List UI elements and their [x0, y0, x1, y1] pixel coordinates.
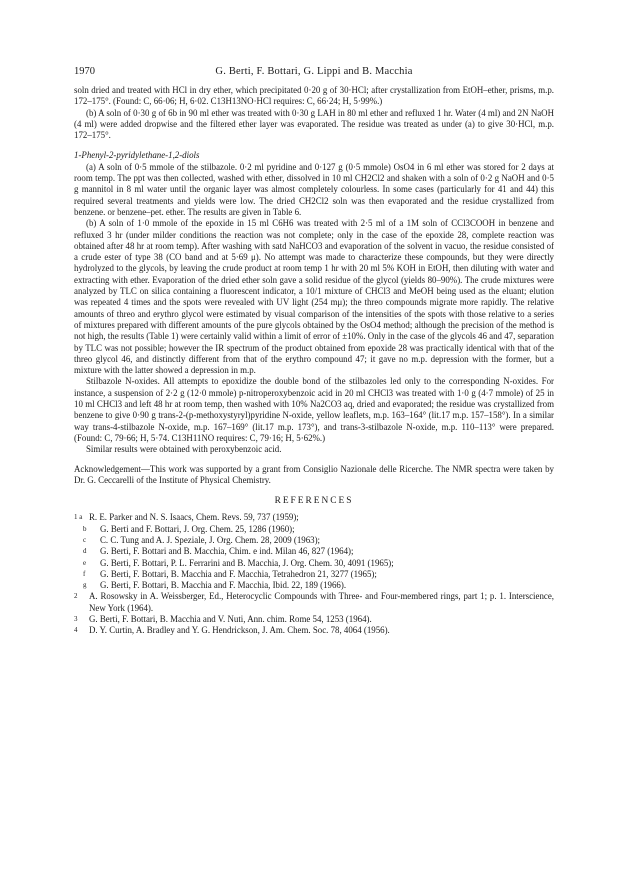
reference-item: f G. Berti, F. Bottari, B. Macchia and F. Macchia, Tetrahedron 21, 3277 (1965); [83, 568, 377, 579]
references-title: REFERENCES [274, 496, 354, 507]
paragraph-stilbazole-n-oxides: Stilbazole N-oxides. All attempts to epoxidize the double bond of the stilbazoles led only to the corresponding N-oxides. For instance, a suspension of 2·2 g (12·0 mmole) p-nitroperoxybenzoic acid in 20 ml CHCl3 was treated with 1·0 g (4·7 mmole) of 25 in 10 ml CHCl3 and left 48 hr at room temp, then washed with 10% Na2CO3 aq, dried and evaporated; the residue was crystallized from benzene to give 0·90 g trans-2-(p-methoxystyryl)pyridine N-oxide, yellow leaflets, m.p. 163–164° (lit.17 m.p. 157–158°). In a similar way trans-4-stilbazole N-oxide, m.p. 167–169° (lit.17 m.p. 173°), and trans-3-stilbazole N-oxide, m.p. 110–113° were prepared. (Found: C, 79·66; H, 5·74. C13H11NO requires: C, 79·16; H, 5·62%.) [74, 376, 554, 443]
reference-item: b G. Berti and F. Bottari, J. Org. Chem. 25, 1286 (1960); [83, 523, 295, 534]
reference-item: 1 a R. E. Parker and N. S. Isaacs, Chem. Revs. 59, 737 (1959); [74, 512, 299, 523]
paragraph-oso4-method: (a) A soln of 0·5 mmole of the stilbazole. 0·2 ml pyridine and 0·127 g (0·5 mmole) OsO4 in 6 ml ether was stored for 2 days at room temp. The ppt was then collected, washed with ether, dissolved in 10 ml CH2Cl2 and shaken with a soln of 0·2 g NaOH and 0·5 g mannitol in 8 ml water until the organic layer was almost completely colourless. In some cases (particularly for 41 and 44) this required several treatments and yields were low. The dried CH2Cl2 soln was then evaporated and the residue crystallized from benzene. or benzene–pet. ether. The results are given in Table 6. [74, 161, 554, 217]
paragraph-lah-reduction: (b) A soln of 0·30 g of 6b in 90 ml ether was treated with 0·30 g LAH in 80 ml ether and refluxed 1 hr. Water (4 ml) and 2N NaOH (4 ml) were added dropwise and the filtered ether layer was evaporated. The residue was treated as under (a) to give 30·HCl, m.p. 172–175°. [74, 107, 554, 141]
reference-item: 3 G. Berti, F. Bottari, B. Macchia and V. Nuti, Ann. chim. Rome 54, 1253 (1964). [74, 614, 372, 625]
paragraph-similar-results: Similar results were obtained with peroxybenzoic acid. [86, 444, 282, 455]
acknowledgement: Acknowledgement—This work was supported by a grant from Consiglio Nazionale delle Ricerche. The NMR spectra were taken by Dr. G. Ceccarelli of the Institute of Physical Chemistry. [74, 463, 554, 485]
reference-item: 2 A. Rosowsky in A. Weissberger, Ed., Heterocyclic Compounds with Three- and Four-membered rings, part 1; p. 1. Interscience, New York (1964). [74, 591, 554, 613]
paragraph-hcl-salt: soln dried and treated with HCl in dry ether, which precipitated 0·20 g of 30·HCl; after crystallization from EtOH–ether, prisms, m.p. 172–175°. (Found: C, 66·06; H, 6·02. C13H13NO·HCl requires: C, 66·24; H, 5·99%.) [74, 85, 554, 107]
references-list [74, 512, 554, 636]
running-title: G. Berti, F. Bottari, G. Lippi and B. Macchia [215, 66, 413, 77]
reference-item: g G. Berti, F. Bottari, B. Macchia and F. Macchia, Ibid. 22, 189 (1966). [83, 580, 347, 591]
reference-item: e G. Berti, F. Bottari, P. L. Ferrarini and B. Macchia, J. Org. Chem. 30, 4091 (1965); [83, 557, 394, 568]
page-number: 1970 [74, 66, 95, 77]
section-heading-diols: 1-Phenyl-2-pyridylethane-1,2-diols [74, 150, 200, 161]
page-header [74, 66, 554, 80]
reference-item: d G. Berti, F. Bottari and B. Macchia, Chim. e ind. Milan 46, 827 (1964); [83, 546, 354, 557]
article-body [74, 85, 554, 637]
paragraph-epoxide-method: (b) A soln of 1·0 mmole of the epoxide in 15 ml C6H6 was treated with 2·5 ml of a 1M soln of CCl3COOH in benzene and refluxed 3 hr (under milder conditions the reaction was not complete; only in the case of the epoxide 28, complete reaction was obtained after 48 hr at room temp). After washing with satd NaHCO3 and evaporation of the solvent in vacuo, the residue consisted of a crude ester of type 38 (CO band and at 5·69 μ). No attempt was made to characterize these compounds, but they were directly hydrolyzed to the glycols, by leaving the crude product at room temp 1 hr with 20 ml 5% KOH in EtOH, then diluting with water and extracting with ether. Evaporation of the dried ether soln gave a solid residue of the glycol (yields 80–90%). The crude mixtures were analyzed by TLC on silica containing a fluorescent indicator, a 10/1 mixture of CHCl3 and MeOH being used as the eluant; elution was repeated 4 times and the spots were revealed with UV light (254 mμ); the threo compounds migrate more rapidly. The relative amounts of threo and erythro glycol were estimated by visual comparison of the intensities of the spots with those relative to a series of mixtures prepared with different amounts of the pure glycols obtained by the OsO4 method; although the precision of the method is not high, the results (Table 1) were certainly valid within a limit of error of ±10%. Only in the case of the glycols 46 and 47, separation by TLC was not possible; however the IR spectrum of the product obtained from epoxide 28 was practically identical with that of the threo glycol 46, and distinctly different from that of the erythro compound 47; it gave no m.p. depression with the former, but a mixture with the latter showed a depression in m.p. [74, 218, 554, 376]
reference-item: c C. C. Tung and A. J. Speziale, J. Org. Chem. 28, 2009 (1963); [83, 534, 320, 545]
reference-item: 4 D. Y. Curtin, A. Bradley and Y. G. Hendrickson, J. Am. Chem. Soc. 78, 4064 (1956). [74, 625, 390, 636]
